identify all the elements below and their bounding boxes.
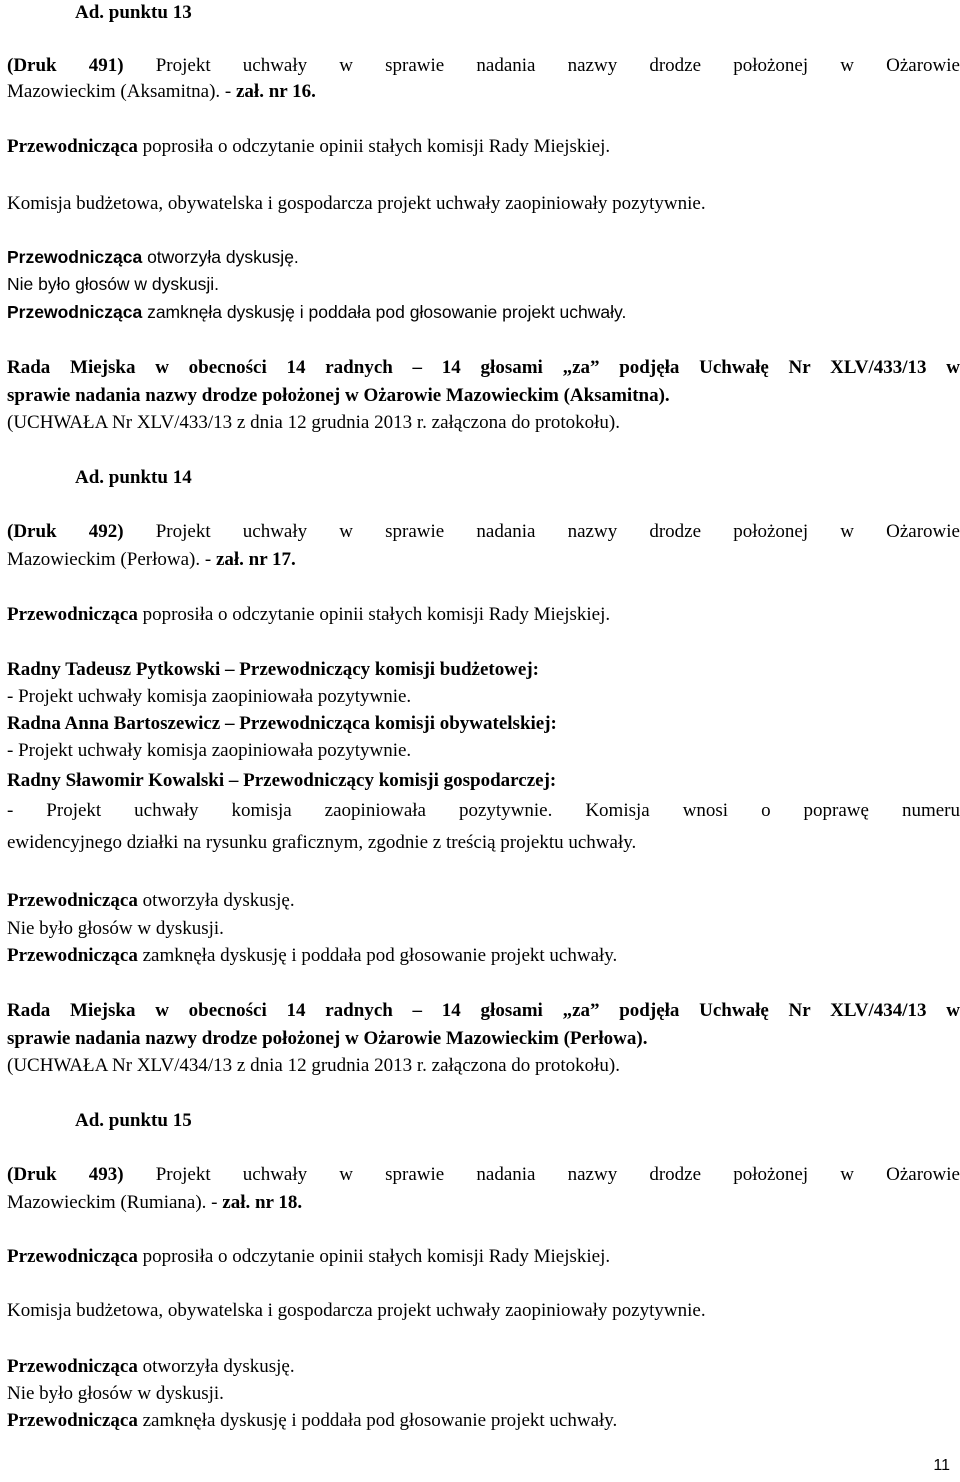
no-votes-in-discussion: Nie było głosów w dyskusji. <box>7 1383 224 1404</box>
chair-label: Przewodnicząca <box>7 604 138 625</box>
resolution-vote-line-1: Rada Miejska w obecności 14 radnych – 14 głosami „za” podjęła Uchwałę Nr XLV/433/13 w <box>7 357 960 378</box>
chair-label: Przewodnicząca <box>7 136 138 157</box>
discussion-open <box>7 1352 960 1381</box>
chair-label: Przewodnicząca <box>7 302 143 322</box>
chair-request-text: poprosiła o odczytanie opinii stałych komisji Rady Miejskiej. <box>137 1246 611 1267</box>
opinion-budget-head: Radny Tadeusz Pytkowski – Przewodniczący komisji budżetowej: <box>7 659 540 680</box>
chair-label: Przewodnicząca <box>7 945 138 966</box>
discussion-open <box>7 243 960 272</box>
section-heading-13: Ad. punktu 13 <box>75 2 192 23</box>
chair-request <box>7 1242 960 1271</box>
druk-title-cont: Mazowieckim (Aksamitna). - <box>7 81 236 102</box>
druk-title: Projekt uchwały w sprawie nadania nazwy drodze położonej w Ożarowie <box>123 1164 960 1185</box>
druk-title-cont: Mazowieckim (Perłowa). - <box>7 549 216 570</box>
chair-label: Przewodnicząca <box>7 247 143 267</box>
page-number: 11 <box>933 1457 950 1474</box>
druk-title-cont: Mazowieckim (Rumiana). - <box>7 1192 223 1213</box>
druk-number: (Druk 492) <box>7 521 124 542</box>
druk-title: Projekt uchwały w sprawie nadania nazwy drodze położonej w Ożarowie <box>123 55 960 76</box>
druk-492-line-1 <box>7 517 960 546</box>
resolution-vote-line-2: sprawie nadania nazwy drodze położonej w Ożarowie Mazowieckim (Perłowa). <box>7 1028 648 1049</box>
druk-491-line-2 <box>7 77 960 106</box>
chair-request-text: poprosiła o odczytanie opinii stałych komisji Rady Miejskiej. <box>137 604 611 625</box>
druk-number: (Druk 493) <box>7 1164 124 1185</box>
discussion-open-text: otworzyła dyskusję. <box>137 1356 295 1377</box>
commission-opinion: Komisja budżetowa, obywatelska i gospodarcza projekt uchwały zaopiniowały pozytywnie. <box>7 1300 706 1321</box>
discussion-close-text: zamknęła dyskusję i poddała pod głosowanie projekt uchwały. <box>137 1410 618 1431</box>
discussion-close <box>7 941 960 970</box>
discussion-open-text: otworzyła dyskusję. <box>142 247 299 267</box>
chair-request <box>7 132 960 161</box>
chair-label: Przewodnicząca <box>7 1356 138 1377</box>
opinion-civic-text: - Projekt uchwały komisja zaopiniowała pozytywnie. <box>7 740 412 761</box>
discussion-close <box>7 1406 960 1435</box>
no-votes-in-discussion: Nie było głosów w dyskusji. <box>7 918 224 939</box>
attachment-ref: zał. nr 16. <box>235 81 316 102</box>
druk-491-line-1 <box>7 51 960 80</box>
druk-number: (Druk 491) <box>7 55 124 76</box>
resolution-note: (UCHWAŁA Nr XLV/434/13 z dnia 12 grudnia 2013 r. załączona do protokołu). <box>7 1055 620 1076</box>
discussion-open <box>7 886 960 915</box>
discussion-open-text: otworzyła dyskusję. <box>137 890 295 911</box>
chair-label: Przewodnicząca <box>7 1410 138 1431</box>
attachment-ref: zał. nr 18. <box>222 1192 303 1213</box>
discussion-close-text: zamknęła dyskusję i poddała pod głosowanie projekt uchwały. <box>137 945 618 966</box>
chair-label: Przewodnicząca <box>7 1246 138 1267</box>
opinion-economic-text-2: ewidencyjnego działki na rysunku graficznym, zgodnie z treścią projektu uchwały. <box>7 832 637 853</box>
druk-title: Projekt uchwały w sprawie nadania nazwy drodze położonej w Ożarowie <box>123 521 960 542</box>
chair-request-text: poprosiła o odczytanie opinii stałych komisji Rady Miejskiej. <box>137 136 611 157</box>
opinion-civic-head: Radna Anna Bartoszewicz – Przewodnicząca komisji obywatelskiej: <box>7 713 557 734</box>
opinion-budget-text: - Projekt uchwały komisja zaopiniowała pozytywnie. <box>7 686 412 707</box>
druk-493-line-1 <box>7 1160 960 1189</box>
resolution-vote-line-2: sprawie nadania nazwy drodze położonej w Ożarowie Mazowieckim (Aksamitna). <box>7 385 670 406</box>
opinion-economic-text-1: - Projekt uchwały komisja zaopiniowała pozytywnie. Komisja wnosi o poprawę numeru <box>7 800 960 821</box>
section-heading-15: Ad. punktu 15 <box>75 1110 192 1131</box>
section-heading-14: Ad. punktu 14 <box>75 467 192 488</box>
commission-opinion: Komisja budżetowa, obywatelska i gospodarcza projekt uchwały zaopiniowały pozytywnie. <box>7 193 706 214</box>
chair-label: Przewodnicząca <box>7 890 138 911</box>
attachment-ref: zał. nr 17. <box>215 549 296 570</box>
druk-492-line-2 <box>7 545 960 574</box>
discussion-close <box>7 298 960 327</box>
resolution-vote-line-1: Rada Miejska w obecności 14 radnych – 14 głosami „za” podjęła Uchwałę Nr XLV/434/13 w <box>7 1000 960 1021</box>
no-votes-in-discussion: Nie było głosów w dyskusji. <box>7 274 220 294</box>
opinion-economic-head: Radny Sławomir Kowalski – Przewodniczący komisji gospodarczej: <box>7 770 557 791</box>
druk-493-line-2 <box>7 1188 960 1217</box>
chair-request <box>7 600 960 629</box>
discussion-close-text: zamknęła dyskusję i poddała pod głosowanie projekt uchwały. <box>142 302 627 322</box>
resolution-note: (UCHWAŁA Nr XLV/433/13 z dnia 12 grudnia 2013 r. załączona do protokołu). <box>7 412 620 433</box>
